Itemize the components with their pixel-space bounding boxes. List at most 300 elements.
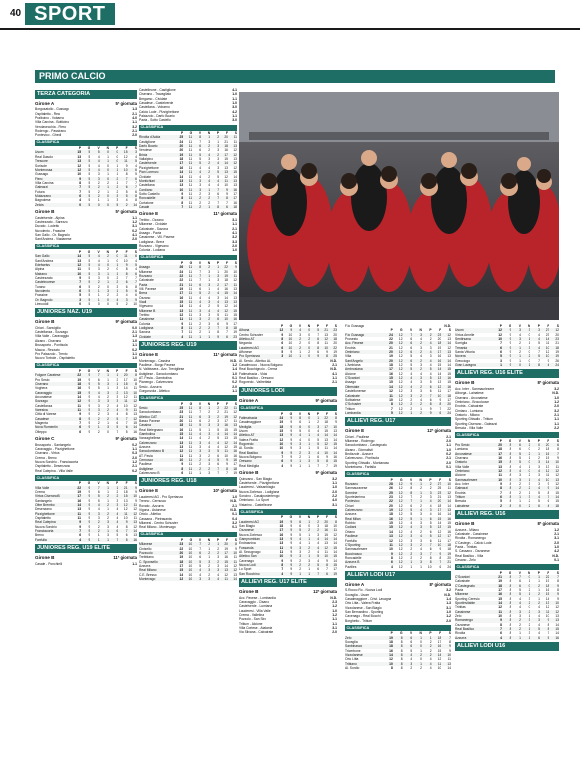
match-teams: Acc. Inter - Sanmaurlesere	[455, 386, 495, 391]
stat-value: 12	[233, 563, 237, 568]
stat-value: 17	[219, 551, 228, 555]
stat-value: 9	[502, 363, 512, 367]
match-teams: Al. Serdo - Atletico AL	[239, 358, 271, 363]
stat-value: 6	[192, 283, 201, 287]
stat-value: 4	[299, 541, 302, 546]
stat-value: 2	[90, 194, 99, 198]
standings-label: CLASSIFICA	[139, 532, 237, 538]
stat-value: 0	[528, 358, 531, 363]
team-name: Endrasnina	[239, 541, 256, 546]
stat-value: 3	[210, 423, 219, 427]
stat-value: 11	[188, 418, 193, 423]
stat-value: 4	[116, 507, 119, 512]
match-score: 0-2	[132, 468, 137, 473]
stat-col-header: F	[325, 324, 328, 328]
match-score: 1-1	[132, 351, 137, 356]
stat-col-header: V	[518, 570, 521, 575]
stat-value: 14	[228, 441, 237, 445]
stat-value: 5	[217, 174, 220, 179]
stat-value: 0	[116, 258, 119, 263]
stat-value: 20	[219, 135, 228, 139]
team-name: Oltre Brembo	[35, 503, 72, 507]
stat-value: 4	[97, 507, 100, 512]
stat-col-header: V	[518, 438, 521, 443]
stat-value: 3	[97, 267, 100, 272]
team-name: Fanfulla	[35, 538, 72, 542]
stat-value: 12	[549, 328, 559, 332]
stat-value: 11	[188, 304, 193, 309]
match-teams: Macca - Rezzato	[35, 347, 60, 352]
team-name: Lo Sport	[239, 567, 252, 572]
stat-value: 13	[233, 157, 237, 162]
stat-value: 9	[81, 512, 90, 516]
stat-value: 6	[219, 205, 228, 209]
stat-value: 9	[403, 482, 413, 486]
stat-value: 5	[492, 354, 502, 358]
stat-value: 9	[432, 552, 442, 556]
match-teams: Ciserano - Virtus	[35, 451, 60, 456]
stat-value: 9	[88, 386, 91, 391]
team-name: Breno	[35, 533, 44, 538]
stat-value: 1	[90, 298, 99, 302]
stat-value: 3	[208, 191, 211, 196]
team-name: Casatese	[35, 417, 72, 421]
stat-value: 12	[393, 350, 403, 354]
stat-value: 13	[333, 428, 337, 433]
stat-value: 5	[88, 189, 91, 194]
stat-value: 9	[283, 546, 292, 550]
stat-value: 10	[283, 354, 292, 358]
team-name: Novera	[455, 354, 492, 358]
stat-value: 5	[109, 425, 118, 429]
stat-value: 2	[107, 180, 109, 185]
stat-value: 14	[389, 529, 393, 534]
stat-value: 8	[174, 467, 183, 471]
stat-value: 6	[403, 644, 413, 648]
stat-value: 2	[90, 529, 99, 533]
stat-value: 9	[449, 648, 451, 653]
stat-value: 5	[429, 380, 432, 385]
stat-value: 11	[77, 403, 82, 408]
stat-col-header: P	[537, 324, 540, 328]
stat-value: 0	[107, 163, 109, 168]
stat-col-header: P	[78, 249, 82, 254]
stat-value: 6	[219, 335, 228, 339]
stat-value: 4	[210, 441, 219, 445]
stat-value: 2	[116, 275, 119, 280]
stat-value: 13	[555, 614, 559, 618]
stat-value: 9	[509, 350, 512, 355]
stat-value: 3	[299, 332, 302, 337]
stat-value: 14	[128, 425, 137, 429]
match-teams: Nuvolento - Frassine	[35, 228, 66, 233]
team-name: Lauderesi AG	[239, 346, 274, 350]
team-name: C'Scarioni	[345, 376, 383, 380]
stat-value: 2	[217, 546, 220, 551]
team-name: Assago	[345, 380, 356, 385]
stat-value: 1	[208, 330, 211, 335]
stat-value: 1	[519, 499, 521, 504]
match-teams: Real Milano - Montevago	[139, 525, 176, 530]
standings-row	[455, 504, 559, 508]
stat-value: 7	[547, 631, 550, 636]
stat-value: 8	[383, 402, 393, 406]
stat-value: 8	[502, 469, 512, 473]
stat-value: 1	[308, 420, 311, 425]
match-score: 2-1	[332, 363, 337, 368]
match-score: 3-0	[232, 105, 237, 110]
standings-table	[345, 478, 451, 569]
match-teams: Milanese - Cividate	[139, 222, 168, 227]
stat-value: 13	[447, 354, 451, 359]
league-header: ALLIEVI LODI U17	[345, 571, 451, 580]
stat-value: 12	[555, 482, 559, 487]
team-name: Ambrosiana	[345, 367, 383, 371]
stat-value: 2	[100, 512, 109, 516]
stat-value: 1	[208, 286, 211, 291]
stat-value: 8	[217, 330, 220, 335]
stat-value: 1	[217, 139, 220, 144]
stat-value: 17	[174, 291, 183, 295]
stat-col-header: P	[216, 131, 220, 136]
stat-value: 12	[224, 445, 228, 449]
stat-col-header: N	[528, 570, 531, 575]
stat-value: 6	[118, 425, 127, 429]
stat-value: 7	[135, 275, 137, 280]
stat-value: 7	[217, 200, 220, 205]
match-teams: Rogoredo - Valtrettata	[239, 380, 272, 385]
stat-value: 6	[97, 490, 100, 494]
stat-value: 2	[90, 520, 99, 524]
stat-value: 7	[317, 463, 320, 468]
stat-value: 4	[538, 332, 540, 337]
stat-value: 2	[521, 486, 531, 490]
stat-col-header: P	[116, 481, 119, 486]
match-score: 1-0	[446, 447, 451, 452]
stat-value: 17	[432, 508, 442, 512]
match-teams: Real Basilico - Oresano	[239, 376, 274, 381]
stat-value: 17	[432, 350, 442, 354]
stat-value: 0	[100, 263, 109, 267]
stat-value: 5	[281, 350, 284, 355]
stat-value: 9	[128, 298, 137, 302]
stat-value: 9	[557, 596, 559, 601]
stat-value: 7	[326, 567, 328, 572]
stat-value: 15	[174, 432, 183, 436]
team-name: Castrezzato	[35, 275, 53, 280]
stat-col-header: G	[508, 438, 512, 443]
stat-col-header: G	[87, 481, 91, 486]
stat-value: 9	[88, 533, 91, 538]
stat-value: 1	[109, 486, 118, 490]
stat-value: 8	[393, 644, 403, 648]
stat-col-header: F	[547, 570, 550, 575]
stat-value: 9	[283, 459, 292, 463]
stat-value: 2	[210, 153, 219, 157]
stat-value: 8	[292, 416, 301, 420]
stat-value: 9	[88, 394, 91, 399]
stat-value: 14	[128, 529, 137, 533]
stat-value: 12	[393, 525, 403, 529]
stat-value: 3	[538, 464, 540, 469]
stat-value: 3	[528, 482, 531, 487]
match-score: 2-0	[446, 438, 451, 443]
stat-value: 11	[183, 406, 192, 410]
stat-col-header: S	[234, 537, 237, 542]
stat-value: 2	[410, 666, 413, 671]
stat-value: 5	[81, 150, 90, 154]
team-name: Magenta	[35, 420, 48, 425]
stat-value: 6	[79, 284, 82, 289]
team-name: Tribiano	[345, 662, 383, 666]
stat-value: 11	[492, 610, 502, 614]
match-teams: Castelverde - Lumiana	[239, 604, 273, 609]
team-name: F.lo Gussago	[345, 333, 383, 337]
stat-value: 4	[192, 568, 201, 572]
stat-value: 3	[217, 148, 220, 153]
stat-col-header: V	[198, 401, 202, 406]
stat-value: 2	[97, 284, 100, 289]
stat-value: 8	[502, 618, 512, 622]
standings-label: CLASSIFICA	[345, 471, 451, 477]
stat-value: 3	[90, 408, 99, 412]
stat-value: 1	[412, 499, 422, 503]
stat-value: 7	[439, 406, 442, 411]
stat-value: 7	[226, 471, 228, 476]
team-name: Tricerbone	[345, 648, 361, 653]
stat-value: 3	[412, 552, 422, 556]
stat-value: 18	[389, 512, 393, 517]
stat-value: 11	[228, 406, 237, 410]
match-result	[139, 248, 237, 252]
stat-value: 3	[217, 418, 220, 423]
stat-value: 14	[492, 601, 502, 605]
stat-value: 5	[128, 159, 137, 163]
stat-value: 12	[128, 512, 137, 516]
match-score: 2-2	[554, 425, 559, 430]
stat-col-header: P	[116, 249, 119, 254]
stat-value: 9	[81, 417, 90, 421]
team-name: Galeazzi	[455, 486, 492, 490]
match-teams: Nuovo Torbole - Ospitaletto	[35, 356, 75, 361]
stat-value: 2	[199, 200, 202, 205]
match-teams: Vigona - Astonese	[139, 507, 166, 512]
stat-value: 5	[199, 157, 202, 162]
stat-value: 0	[107, 302, 109, 307]
stat-value: 12	[555, 605, 559, 610]
team-name: Fossarola	[239, 546, 274, 550]
stat-value: 4	[210, 309, 219, 313]
stat-value: 5	[403, 508, 413, 512]
stat-value: 13	[432, 525, 442, 529]
stat-value: 5	[422, 376, 432, 380]
stat-value: 4	[429, 503, 432, 508]
stat-value: 2	[410, 555, 413, 560]
stat-value: 20	[555, 332, 559, 337]
stat-value: 4	[116, 516, 119, 521]
stat-value: 8	[502, 504, 512, 508]
stat-value: 1	[97, 198, 100, 203]
stat-value: 2	[90, 185, 99, 189]
stat-value: 4	[410, 380, 413, 385]
match-teams: Astigliese - Sancolombano	[139, 371, 179, 376]
team-name: Real Dasolo	[35, 154, 53, 159]
stat-value: 4	[192, 170, 201, 174]
team-name: Acc. Pavese	[345, 341, 383, 345]
stat-value: 2	[420, 666, 422, 671]
stat-value: 18	[279, 524, 284, 528]
stat-value: 20	[492, 443, 502, 447]
stat-value: 1	[301, 554, 310, 558]
standings-row	[139, 335, 237, 339]
group-header	[139, 488, 237, 494]
stat-value: 3	[90, 512, 99, 516]
stat-value: 12	[219, 309, 228, 313]
stat-value: 11	[183, 205, 192, 209]
stat-value: 6	[317, 567, 320, 572]
stat-value: 3	[210, 274, 219, 278]
stat-value: 18	[179, 157, 184, 162]
stat-value: 9	[81, 529, 90, 533]
stat-value: 8	[135, 198, 137, 203]
team-name: Cordiano	[139, 188, 174, 192]
stat-value: 4	[90, 263, 99, 267]
stat-value: 15	[118, 494, 127, 498]
stat-value: 11	[324, 446, 328, 451]
stat-col-header: S	[234, 131, 237, 136]
stat-value: 3	[410, 389, 413, 394]
stat-value: 8	[502, 627, 512, 631]
stat-col-header: S	[134, 146, 137, 151]
stat-value: 9	[283, 528, 292, 532]
standings-row	[35, 430, 137, 434]
team-name: Milanese	[139, 269, 153, 274]
stat-value: 14	[441, 499, 451, 503]
team-name: Sanmauranese	[345, 486, 368, 491]
stat-value: 4	[274, 572, 283, 576]
stat-value: 5	[217, 436, 220, 441]
stat-value: 8	[422, 402, 432, 406]
stat-value: 0	[107, 429, 109, 434]
stat-value: 3	[192, 577, 201, 581]
stat-value: 3	[422, 508, 432, 512]
stat-value: 4	[217, 572, 220, 577]
group-name: Girone B	[455, 380, 475, 386]
stat-value: 15	[540, 592, 550, 596]
team-name: Real Melegnano	[139, 427, 164, 432]
stat-value: 18	[228, 326, 237, 330]
stat-value: 2	[521, 354, 531, 358]
stat-value: 2	[519, 622, 521, 627]
stat-value: 8	[547, 622, 550, 627]
match-score: 1-1	[554, 421, 559, 426]
stat-col-header: P	[78, 368, 82, 373]
stat-value: 3	[199, 183, 202, 188]
stat-value: 5	[511, 460, 521, 464]
stat-col-header: P	[499, 324, 502, 328]
team-name: Castellanza	[35, 403, 53, 408]
team-name: C.E. Bresso	[139, 572, 157, 577]
stat-value: 14	[224, 295, 228, 300]
stat-value: 24	[383, 333, 393, 337]
match-score: N.D.	[330, 595, 337, 600]
match-teams: Palazzolo - Darfo Boario	[139, 114, 175, 119]
stat-value: 5	[88, 154, 91, 159]
stat-value: 2	[210, 560, 219, 564]
stat-value: 2	[420, 495, 422, 500]
team-name: Ozzanese	[455, 622, 470, 627]
match-score: 3-1	[332, 502, 337, 507]
stat-value: 23	[179, 410, 184, 415]
stat-value: 5	[310, 563, 319, 567]
stat-value: 11	[546, 473, 550, 478]
stat-value: 2	[107, 403, 109, 408]
team-name: Oresano	[239, 459, 274, 463]
stat-col-header: F	[325, 515, 328, 520]
match-teams: Lauderesi - Valsanbiagio	[239, 485, 276, 490]
team-name: Atletico San	[239, 554, 274, 558]
match-score: 2-0	[132, 133, 137, 138]
match-score: 0-2	[132, 442, 137, 447]
match-teams: Pavia - Trinitas	[455, 544, 477, 549]
stat-value: 1	[208, 555, 211, 560]
stat-value: 24	[274, 416, 283, 420]
group-header	[139, 352, 237, 358]
stat-value: 9	[283, 563, 292, 567]
stat-value: 13	[324, 332, 328, 337]
stat-value: 2	[208, 436, 211, 441]
standings-table	[239, 515, 337, 576]
stat-value: 3	[410, 538, 413, 543]
stat-value: 19	[328, 572, 337, 576]
stat-value: 1	[100, 373, 109, 377]
stat-value: 14	[447, 363, 451, 368]
stat-value: 2	[301, 563, 310, 567]
stat-value: 11	[188, 427, 193, 432]
match-teams: Alzano - Ciserano	[35, 338, 62, 343]
stat-value: 2	[519, 490, 521, 495]
match-score: 0-2	[132, 347, 137, 352]
stat-value: 5	[310, 328, 319, 332]
team-name: Trebbiano	[139, 555, 154, 560]
stat-value: 3	[301, 459, 310, 463]
stat-value: 5	[210, 170, 219, 174]
stat-value: 1	[109, 168, 118, 172]
match-result	[139, 118, 237, 122]
stat-value: 3	[217, 555, 220, 560]
stat-value: 2	[412, 367, 422, 371]
stat-value: 11	[233, 418, 237, 423]
stat-value: 7	[118, 417, 127, 421]
stat-value: 12	[228, 153, 237, 157]
round-label: 5ª giornata	[115, 100, 137, 106]
stat-value: 4	[201, 179, 210, 183]
match-teams: N. Valbissera - Azz. Trevigliese	[139, 367, 185, 372]
stat-value: 20	[441, 402, 451, 406]
stat-value: 15	[498, 596, 502, 601]
stat-value: 2	[97, 412, 100, 417]
page-header	[0, 0, 580, 30]
stat-value: 8	[439, 555, 442, 560]
team-name: Usom	[35, 150, 72, 154]
team-name: Verolese	[139, 148, 152, 153]
match-teams: Crema - Breno	[35, 455, 57, 460]
stat-value: 7	[210, 196, 219, 200]
stat-col-header: P	[390, 328, 393, 333]
stat-value: 12	[398, 389, 403, 394]
stat-value: 4	[135, 163, 137, 168]
standings-row	[139, 205, 237, 209]
